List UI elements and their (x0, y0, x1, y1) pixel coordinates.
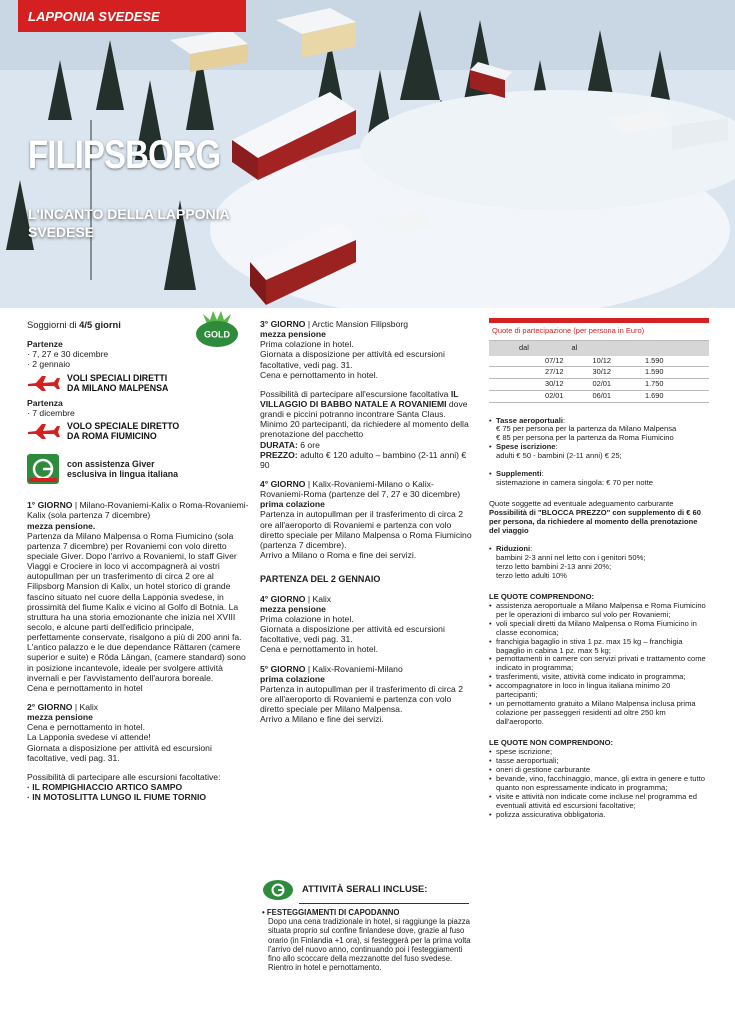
list-item: • assistenza aeroportuale a Milano Malpensa e Roma Fiumicino per le operazioni di imbarco sul volo per Rovaniemi; (489, 602, 709, 620)
day-title: | Milano-Rovaniemi-Kalix o Roma-Rovaniemi-Kalix (sola partenza 7 dicembre) (27, 500, 249, 521)
region-tag: LAPPONIA SVEDESE (18, 0, 246, 32)
list-item: • polizza assicurativa obbligatoria. (489, 811, 709, 820)
table-row: 30/12 02/01 1.750 (489, 379, 709, 391)
list-item: • pernottamenti in camere con servizi privati e trattamento come indicato in programma; (489, 655, 709, 673)
hero-photo (0, 0, 735, 308)
gold-badge-label: GOLD (204, 329, 230, 340)
evening-item-body: Dopo una cena tradizionale in hotel, si raggiunge la piazza situata proprio sul confine finlandese dove, grazie al fuso orario (in Finlandia +1 ora), si festeggerà per la prima volta l'arrivo del nuovo anno, continuando poi i festeggiamenti fino allo scoccare della mezzanotte del fuso svedese. Rientro in hotel e pernottamento. (268, 917, 471, 973)
flight-label: DA MILANO MALPENSA (67, 382, 169, 393)
list-item: • visite e attività non indicate come incluse nel programma ed eventuali attività ed escursioni facoltative; (489, 793, 709, 811)
giver-assistance (27, 454, 249, 484)
page-title: FILIPSBORG (28, 133, 221, 177)
day-board: mezza pensione. (27, 520, 96, 531)
list-item: • Supplementi: sistemazione in camera singola: € 70 per notte (489, 470, 709, 488)
giver-logo-icon (27, 454, 59, 484)
evening-item-title: • FESTEGGIAMENTI DI CAPODANNO (262, 908, 400, 917)
day-3 (260, 319, 475, 470)
airplane-icon (27, 375, 61, 391)
list-item: • Riduzioni: bambini 2-3 anni nel letto con i genitori 50%; terzo letto bambini 2-13 anni 20%; terzo letto adulti 10% (489, 545, 709, 581)
list-item: • accompagnatore in loco in lingua italiana minimo 20 partecipanti; (489, 682, 709, 700)
day-title: | Kalix-Rovaniemi-Milano (307, 663, 403, 674)
day-end: Arrivo a Milano o Roma e fine dei servizi. (260, 549, 417, 560)
day-title: | Arctic Mansion Filipsborg (307, 319, 409, 329)
list-item: • Spese iscrizione: adulti € 50 - bambini (2-11 anni) € 25; (489, 443, 709, 461)
column-header: al (568, 340, 615, 355)
section-heading-jan: PARTENZA DEL 2 GENNAIO (260, 574, 381, 585)
includes-title: LE QUOTE COMPRENDONO: (489, 591, 595, 601)
day-end: Arrivo a Milano e fine dei servizi. (260, 714, 384, 725)
list-item: • tasse aeroportuali; (489, 757, 709, 766)
day-number: 3° GIORNO (260, 319, 306, 329)
column-left (27, 319, 249, 802)
page-subtitle: L'INCANTO DELLA LAPPONIA SVEDESE (28, 206, 230, 240)
day-body: Partenza in autopullman per il trasferimento di circa 2 ore all'aeroporto di Rovaniemi e partenza con volo diretto speciale per Milano Malpensa. (260, 683, 464, 715)
stay-prefix: Soggiorni di (27, 319, 77, 330)
column-header: dal (489, 340, 568, 355)
day-title: | Kalix (74, 701, 99, 712)
flight-label: VOLI SPECIALI DIRETTI (67, 372, 168, 383)
column-right (489, 318, 709, 820)
day-number: 2° GIORNO (27, 701, 73, 712)
evening-title: ATTIVITÀ SERALI INCLUSE: (302, 883, 428, 895)
flight-label: VOLO SPECIALE DIRETTO (67, 420, 180, 431)
day-number: 1° GIORNO (27, 500, 73, 511)
day-4-jan (260, 594, 475, 655)
list-item: • voli speciali diretti da Milano Malpensa o Roma Fiumicino in classe economica; (489, 620, 709, 638)
includes-list (489, 602, 709, 727)
fees-list (489, 417, 709, 462)
departure-line: · 7 dicembre (27, 408, 75, 419)
stay-nights: 4/5 giorni (79, 319, 121, 330)
departures-title: Partenze (27, 339, 63, 350)
day-line: La Lapponia svedese vi attende! (27, 732, 151, 743)
column-middle (260, 319, 475, 724)
day-board: mezza pensione (260, 329, 326, 340)
fuel-note: Quote soggette ad eventuale adeguamento carburante (489, 499, 674, 509)
stay-line (27, 319, 249, 330)
flight-milano (27, 373, 249, 394)
list-item: • un pernottamento gratuito a Milano Malpensa inclusa prima colazione per passeggeri residenti ad oltre 250 km dall'aeroporto. (489, 700, 709, 727)
giver-logo-icon (262, 877, 294, 901)
day-title: | Kalix-Rovaniemi-Milano o Kalix-Rovaniemi-Roma (partenze del 7, 27 e 30 dicembre) (260, 478, 461, 500)
excursion-item: · IN MOTOSLITTA LUNGO IL FIUME TORNIO (27, 792, 207, 803)
day-number: 5° GIORNO (260, 663, 306, 674)
day-1 (27, 500, 249, 693)
day-line: Prima colazione in hotel. (260, 613, 354, 624)
list-item: • franchigia bagaglio in stiva 1 pz. max 15 kg – franchigia bagaglio in cabina 1 pz. max 5 kg; (489, 638, 709, 656)
price-table (489, 318, 709, 403)
day-line: Cena e pernottamento in hotel. (27, 722, 146, 733)
list-item: • oneri di gestione carburante (489, 766, 709, 775)
day-title: | Kalix (307, 593, 332, 604)
day-body: Partenza da Milano Malpensa o Roma Fiumicino (sola partenza 7 dicembre) per Rovaniemi con volo diretto speciale Giver. Dopo l'arrivo a Rovaniemi, lo staff Giver Viaggi e Crociere in loco vi accompagnerà ai vostri autopullman per un trasferimento di circa 2 ore al Filipsborg Mansion di Kalix, un hotel storico di grande fascino situato nel cuore della Lapponia svedese, in prossimità del fiume Kalix e vicino al Golfo di Botnia. La struttura ha una storia emozionante che inizia nel XVIII secolo, e alcune parti dell'edificio principale, perfettamente conservate, risalgono a più di 200 anni fa. L'antico palazzo e le due dependance Rättaren (camere superior e suite) e Röda Längan, (camere standard) sono in posizione incantevole, ideale per svolgere attività invernali e per l'avvistamento dell'aurora boreale. (27, 530, 246, 683)
day-line: Cena e pernottamento in hotel. (260, 369, 379, 380)
excursion-item: · IL ROMPIGHIACCIO ARTICO SAMPO (27, 781, 183, 792)
day-end: Cena e pernottamento in hotel (27, 682, 143, 693)
list-item: • spese iscrizione; (489, 748, 709, 757)
day-line: Giornata a disposizione per attività ed escursioni facoltative, vedi pag. 31. (27, 742, 212, 763)
departures-line: · 2 gennaio (27, 359, 71, 370)
day-number: 4° GIORNO (260, 478, 306, 489)
day-line: Giornata a disposizione per attività ed escursioni facoltative, vedi pag. 31. (260, 349, 445, 370)
list-item: • Tasse aeroportuali: € 75 per persona per la partenza da Milano Malpensa € 85 per persona per la partenza da Roma Fiumicino (489, 417, 709, 444)
excludes-title: LE QUOTE NON COMPRENDONO: (489, 738, 614, 748)
day-2 (27, 702, 249, 802)
price-table-caption: Quote di partecipazione (per persona in Euro) (489, 321, 709, 341)
day-4-dec (260, 479, 475, 560)
table-row: 02/01 06/01 1.690 (489, 390, 709, 402)
list-item: • trasferimenti, visite, attività come indicato in programma; (489, 673, 709, 682)
list-item: • bevande, vino, facchinaggio, mance, gli extra in genere e tutto quanto non espressamente indicato in programma; (489, 775, 709, 793)
table-row: 27/12 30/12 1.590 (489, 367, 709, 379)
excursion-description: Possibilità di partecipare all'escursione facoltativa IL VILLAGGIO DI BABBO NATALE A ROVANIEMI dove grandi e piccini potranno incontrare Santa Claus. Minimo 20 partecipanti, da richiedere al momento della prenotazione del pacchetto (260, 388, 469, 440)
flight-label: DA ROMA FIUMICINO (67, 430, 157, 441)
day-line: Cena e pernottamento in hotel. (260, 644, 379, 655)
day-board: prima colazione (260, 673, 325, 684)
day-board: mezza pensione (260, 603, 326, 614)
excursions-intro: Possibilità di partecipare alle escursioni facoltative: (27, 771, 221, 782)
day-board: mezza pensione (27, 712, 93, 723)
day-line: Giornata a disposizione per attività ed escursioni facoltative, vedi pag. 31. (260, 624, 445, 645)
airplane-icon (27, 423, 61, 439)
day-board: prima colazione (260, 499, 325, 510)
day-5 (260, 664, 475, 725)
departures-line: · 7, 27 e 30 dicembre (27, 349, 109, 360)
table-row: 07/12 10/12 1.590 (489, 356, 709, 367)
day-line: Prima colazione in hotel. (260, 339, 354, 350)
block-price-note: Possibilità di "BLOCCA PREZZO" con supplemento di € 60 per persona, da richiedere al momento della prenotazione del viaggio (489, 508, 701, 536)
day-number: 4° GIORNO (260, 593, 306, 604)
day-body: Partenza in autopullman per il trasferimento di circa 2 ore all'aeroporto di Rovaniemi e partenza con volo diretto speciale per Milano Malpensa o Roma Fiumicino (partenza 7 dicembre). (260, 509, 472, 550)
excursion-price: PREZZO: adulto € 120 adulto – bambino (2-11 anni) € 90 (260, 449, 467, 470)
evening-activities (262, 877, 477, 972)
excursion-duration: DURATA: 6 ore (260, 439, 320, 450)
excludes-list (489, 748, 709, 820)
assistance-label: esclusiva in lingua italiana (67, 469, 178, 480)
assistance-label: con assistenza Giver (67, 458, 155, 469)
departure-title: Partenza (27, 398, 63, 409)
